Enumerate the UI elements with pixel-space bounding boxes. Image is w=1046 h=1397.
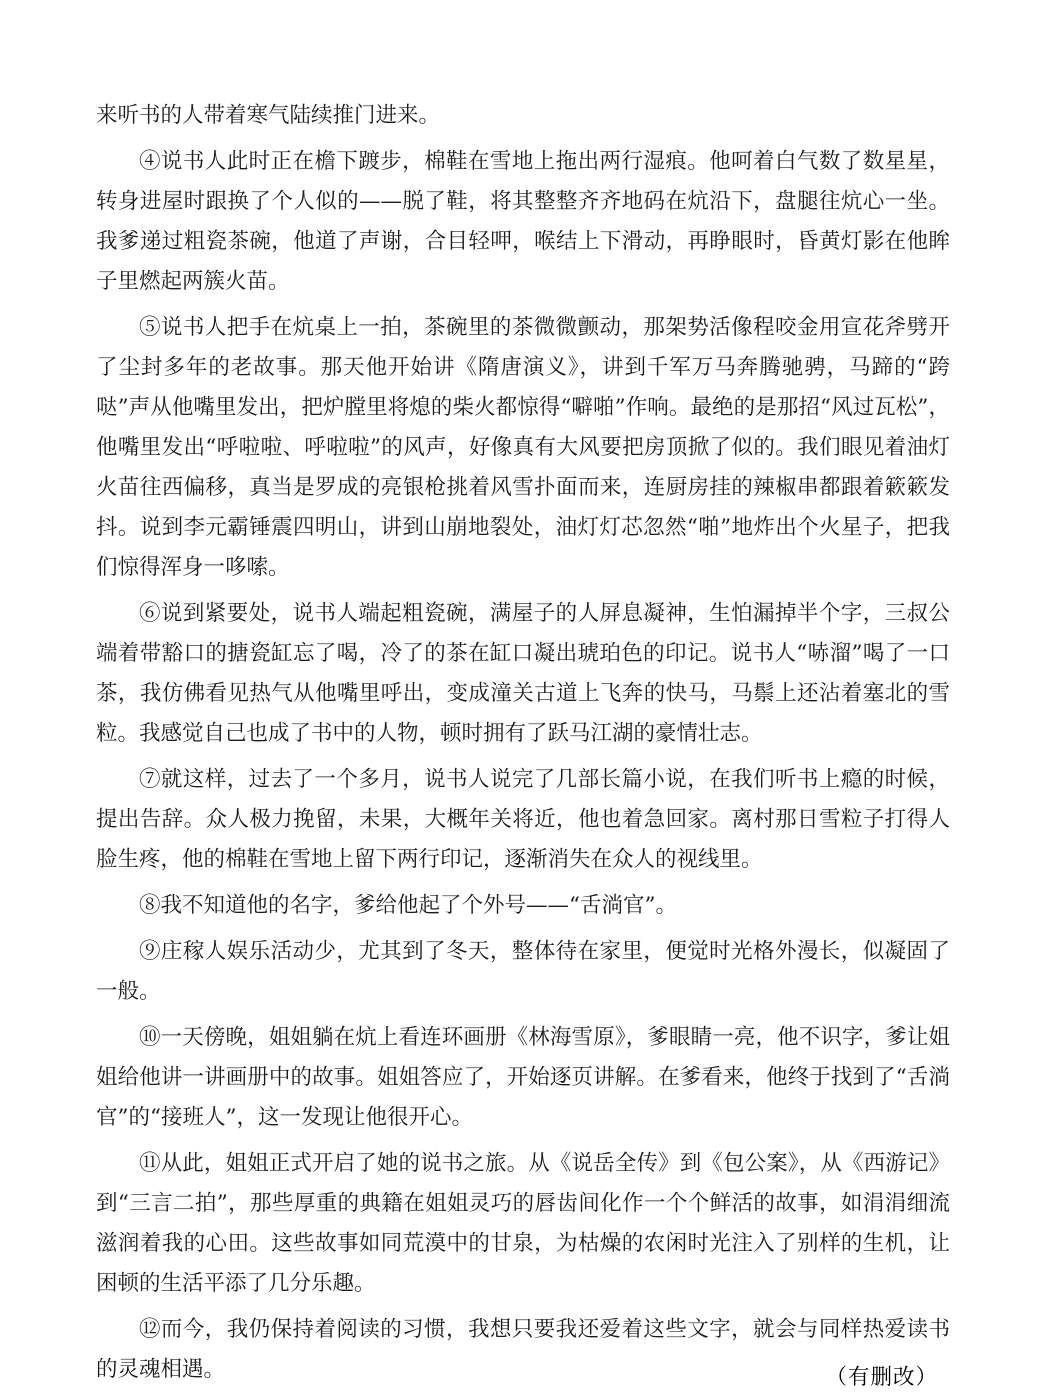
paragraph-11: ⑪从此，姐姐正式开启了她的说书之旅。从《说岳全传》到《包公案》，从《西游记》到“三言二拍”，那些厚重的典籍在姐姐灵巧的唇齿间化作一个个鲜活的故事，如涓涓细流滋润着我的心田。这些故事如同荒漠中的甘泉，为枯燥的农闲时光注入了别样的生机，让困顿的生活平添了几分乐趣。 [96, 1151, 950, 1296]
paragraph-4: ④说书人此时正在檐下踱步，棉鞋在雪地上拖出两行湿痕。他呵着白气数了数星星，转身进屋时跟换了个人似的——脱了鞋，将其整整齐齐地码在炕沿下，盘腿往炕心一坐。我爹递过粗瓷茶碗，他道了声谢，合目轻呷，喉结上下滑动，再睁眼时，昏黄灯影在他眸子里燃起两簇火苗。 [96, 149, 950, 294]
paragraph-7: ⑦就这样，过去了一个多月，说书人说完了几部长篇小说，在我们听书上瘾的时候，提出告辞。众人极力挽留，未果，大概年关将近，他也着急回家。离村那日雪粒子打得人脸生疼，他的棉鞋在雪地上留下两行印记，逐渐消失在众人的视线里。 [96, 767, 950, 872]
paragraph-10: ⑩一天傍晚，姐姐躺在炕上看连环画册《林海雪原》，爹眼睛一亮，他不识字，爹让姐姐给他讲一讲画册中的故事。姐姐答应了，开始逐页讲解。在爹看来，他终于找到了“舌淌官”的“接班人”，这一发现让他很开心。 [96, 1025, 950, 1130]
paragraph-9: ⑨庄稼人娱乐活动少，尤其到了冬天，整体待在家里，便觉时光格外漫长，似凝固了一般。 [96, 939, 950, 1004]
paragraph-12: ⑫而今，我仍保持着阅读的习惯，我想只要我还爱着这些文字，就会与同样热爱读书的灵魂相遇。 [96, 1317, 950, 1382]
paragraph-8: ⑧我不知道他的名字，爹给他起了个外号——“舌淌官”。 [139, 893, 677, 918]
paragraph-5: ⑤说书人把手在炕桌上一拍，茶碗里的茶微微颤动，那架势活像程咬金用宣花斧劈开了尘封多年的老故事。那天他开始讲《隋唐演义》，讲到千军万马奔腾驰骋，马蹄的“跨哒”声从他嘴里发出，把炉膛里将熄的柴火都惊得“噼啪”作响。最绝的是那招“风过瓦松”，他嘴里发出“呼啦啦、呼啦啦”的风声，好像真有大风要把房顶掀了似的。我们眼见着油灯火苗往西偏移，真当是罗成的亮银枪挑着风雪扑面而来，连厨房挂的辣椒串都跟着簌簌发抖。说到李元霸锤震四明山，讲到山崩地裂处，油灯灯芯忽然“啪”地炸出个火星子，把我们惊得浑身一哆嗦。 [96, 315, 950, 580]
paragraph-6: ⑥说到紧要处，说书人端起粗瓷碗，满屋子的人屏息凝神，生怕漏掉半个字，三叔公端着带豁口的搪瓷缸忘了喝，冷了的茶在缸口凝出琥珀色的印记。说书人“哧溜”喝了一口茶，我仿佛看见热气从他嘴里呼出，变成潼关古道上飞奔的快马，马鬃上还沾着塞北的雪粒。我感觉自己也成了书中的人物，顿时拥有了跃马江湖的豪情壮志。 [96, 601, 950, 746]
paragraph-continuation: 来听书的人带着寒气陆续推门进来。 [96, 103, 441, 128]
source-note: （有删改） [825, 1365, 938, 1389]
